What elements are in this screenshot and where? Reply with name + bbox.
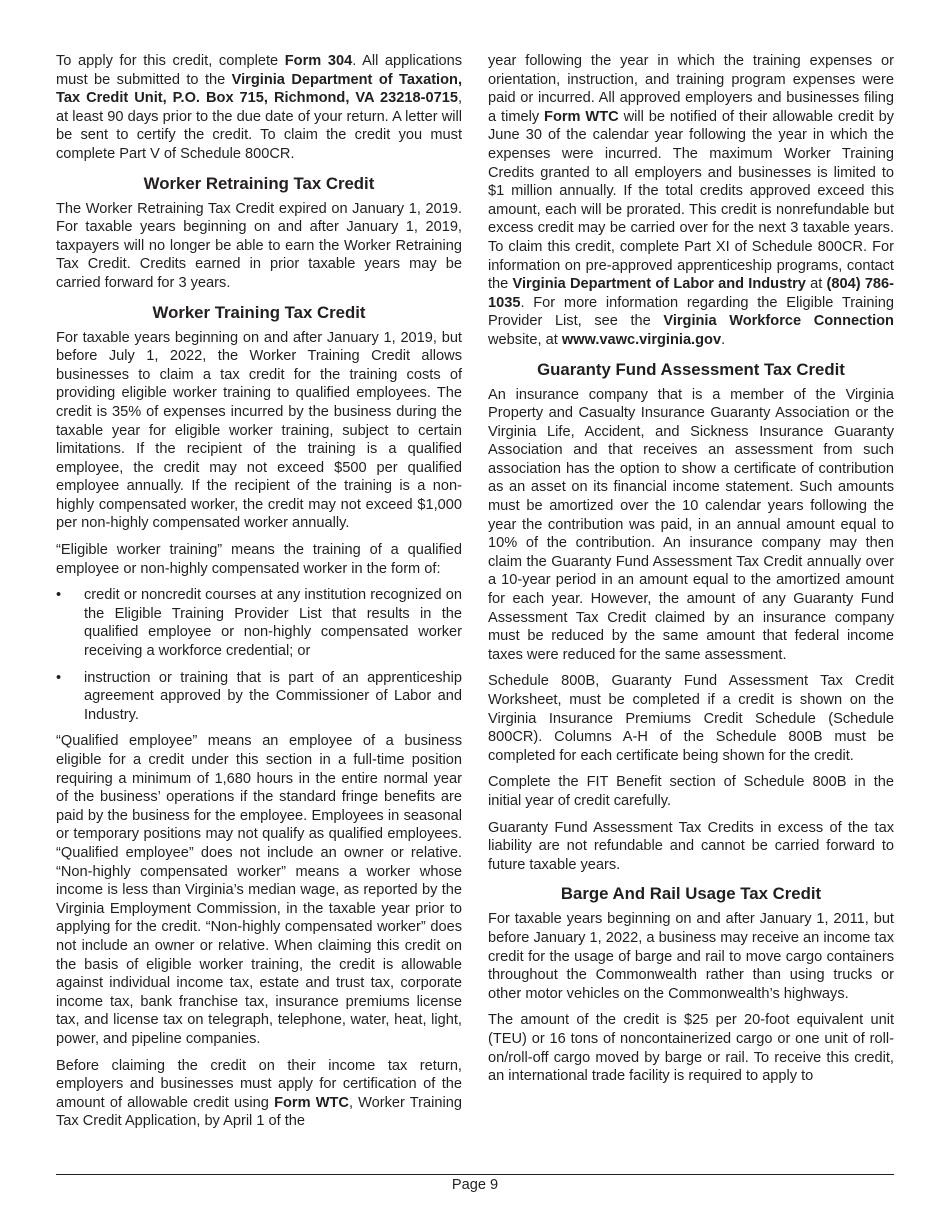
bullet-icon: • [56, 587, 62, 604]
training-heading: Worker Training Tax Credit [152, 302, 366, 322]
barge-paragraph-1: For taxable years beginning on and after January 1, 2011, but before January 1, 2022, a business may receive an income tax credit for the usage of barge and rail to move cargo containers throughout the Commonwealth rather than using trucks or other motor vehicles on the Commonwealth’s highways. [488, 911, 894, 1002]
training-paragraph-2: “Eligible worker training” means the training of a qualified employee or non-highly compensated worker in the form of: [56, 542, 462, 577]
training-paragraph-4: Before claiming the credit on their income tax return, employers and businesses must apply for certification of the amount of allowable credit using Form WTC, Worker Training Tax Credit Application, by April 1 of the [56, 1057, 462, 1130]
guaranty-paragraph-1: An insurance company that is a member of the Virginia Property and Casualty Insurance Guaranty Association or the Virginia Life, Accident, and Sickness Insurance Guaranty Association and that receives an assessment from such association has the option to show a certificate of contribution as an asset on its financial income statement. Such amounts must be amortized over the 10 calendar years following the year the contribution was paid, in an annual amount equal to 10% of the contribution. An insurance company may then claim the Guaranty Fund Assessment Tax Credit annually over a 10-year period in an amount equal to the amortized amount for each year. However, the amount of any Guaranty Fund Assessment Tax Credit claimed by an insurance company must be reduced by the same amount that federal income taxes were reduced for the same assessment. [488, 386, 894, 663]
list-item: • credit or noncredit courses at any institution recognized on the Eligible Training Provider List that results in the qualified employee or non-highly compensated worker receiving a workforce credential; or [56, 587, 462, 660]
retraining-heading: Worker Retraining Tax Credit [143, 173, 375, 193]
guaranty-heading: Guaranty Fund Assessment Tax Credit [537, 359, 845, 379]
bullet-icon: • [56, 669, 62, 686]
eligible-training-list [56, 586, 462, 724]
guaranty-paragraph-4: Guaranty Fund Assessment Tax Credits in excess of the tax liability are not refundable and cannot be carried forward to future taxable years. [488, 819, 894, 873]
left-column [56, 52, 462, 1139]
barge-heading: Barge And Rail Usage Tax Credit [560, 884, 822, 904]
training-paragraph-3: “Qualified employee” means an employee of a business eligible for a credit under this section in a full-time position requiring a minimum of 1,680 hours in the entire normal year of the business’ operations if the standard fringe benefits are paid by the business for the employee. Employees in seasonal or temporary positions may not qualify as qualified employees. “Qualified employee” does not include an owner or relative. “Non-highly compensated worker” means a worker whose income is less than Virginia’s median wage, as reported by the Virginia Employment Commission, in the taxable year prior to applying for the credit. “Non-highly compensated worker” does not include an owner or relative. When claiming this credit on the basis of eligible worker training, the credit is allowable against individual income tax, estate and trust tax, corporate income tax, bank franchise tax, insurance premiums license tax, and license tax on telegraph, telephone, water, heat, light, power, and pipeline companies. [56, 733, 462, 1047]
training-continued-paragraph: year following the year in which the training expenses or orientation, instruction, and training program expenses were paid or incurred. All approved employers and businesses filing a timely Form WTC will be notified of their allowable credit by June 30 of the calendar year following the year in which the expenses were incurred. The maximum Worker Training Credits granted to all employers and businesses is limited to $1 million annually. If the total credits approved exceed this amount, each will be prorated. This credit is nonrefundable but excess credit may be carried over for the next 3 taxable years. To claim this credit, complete Part XI of Schedule 800CR. For information on pre-approved apprenticeship programs, contact the Virginia Department of Labor and Industry at (804) 786-1035. For more information regarding the Eligible Training Provider List, see the Virginia Workforce Connection website, at www.vawc.virginia.gov. [488, 53, 895, 348]
page-number: Page 9 [451, 1177, 499, 1193]
footer-divider [56, 1174, 894, 1175]
list-item: • instruction or training that is part of an apprenticeship agreement approved by the Commissioner of Labor and Industry. [56, 669, 462, 723]
intro-paragraph: To apply for this credit, complete Form 304. All applications must be submitted to the Virginia Department of Taxation, Tax Credit Unit, P.O. Box 715, Richmond, VA 23218-0715, at least 90 days prior to the due date of your return. A letter will be sent to certify the credit. To claim the credit you must complete Part V of Schedule 800CR. [56, 53, 463, 162]
barge-paragraph-2: The amount of the credit is $25 per 20-foot equivalent unit (TEU) or 16 tons of noncontainerized cargo or one unit of roll-on/roll-off cargo moved by barge or rail. To receive this credit, an international trade facility is required to apply to [488, 1012, 894, 1085]
right-column [488, 52, 894, 1094]
guaranty-paragraph-2: Schedule 800B, Guaranty Fund Assessment Tax Credit Worksheet, must be completed if a credit is shown on the Virginia Insurance Premiums Credit Schedule (Schedule 800CR). Columns A-H of the Schedule 800B must be completed for each certificate being shown for the credit. [488, 673, 894, 764]
retraining-paragraph: The Worker Retraining Tax Credit expired on January 1, 2019. For taxable years beginning on and after January 1, 2019, taxpayers will no longer be able to earn the Worker Retraining Tax Credit. Credits earned in prior taxable years may be carried forward for 3 years. [56, 200, 462, 291]
training-paragraph-1: For taxable years beginning on and after January 1, 2019, but before July 1, 2022, the Worker Training Credit allows businesses to claim a tax credit for the training costs of providing eligible worker training to qualified employees. The credit is 35% of expenses incurred by the business during the taxable year for eligible worker training, subject to certain limitations. If the recipient of the training is a qualified employee, the credit may not exceed $500 per qualified employee annually. If the recipient of the training is a non-highly compensated worker, the credit may not exceed $1,000 per non-highly compensated worker annually. [56, 329, 462, 532]
guaranty-paragraph-3: Complete the FIT Benefit section of Schedule 800B in the initial year of credit carefully. [488, 774, 894, 809]
